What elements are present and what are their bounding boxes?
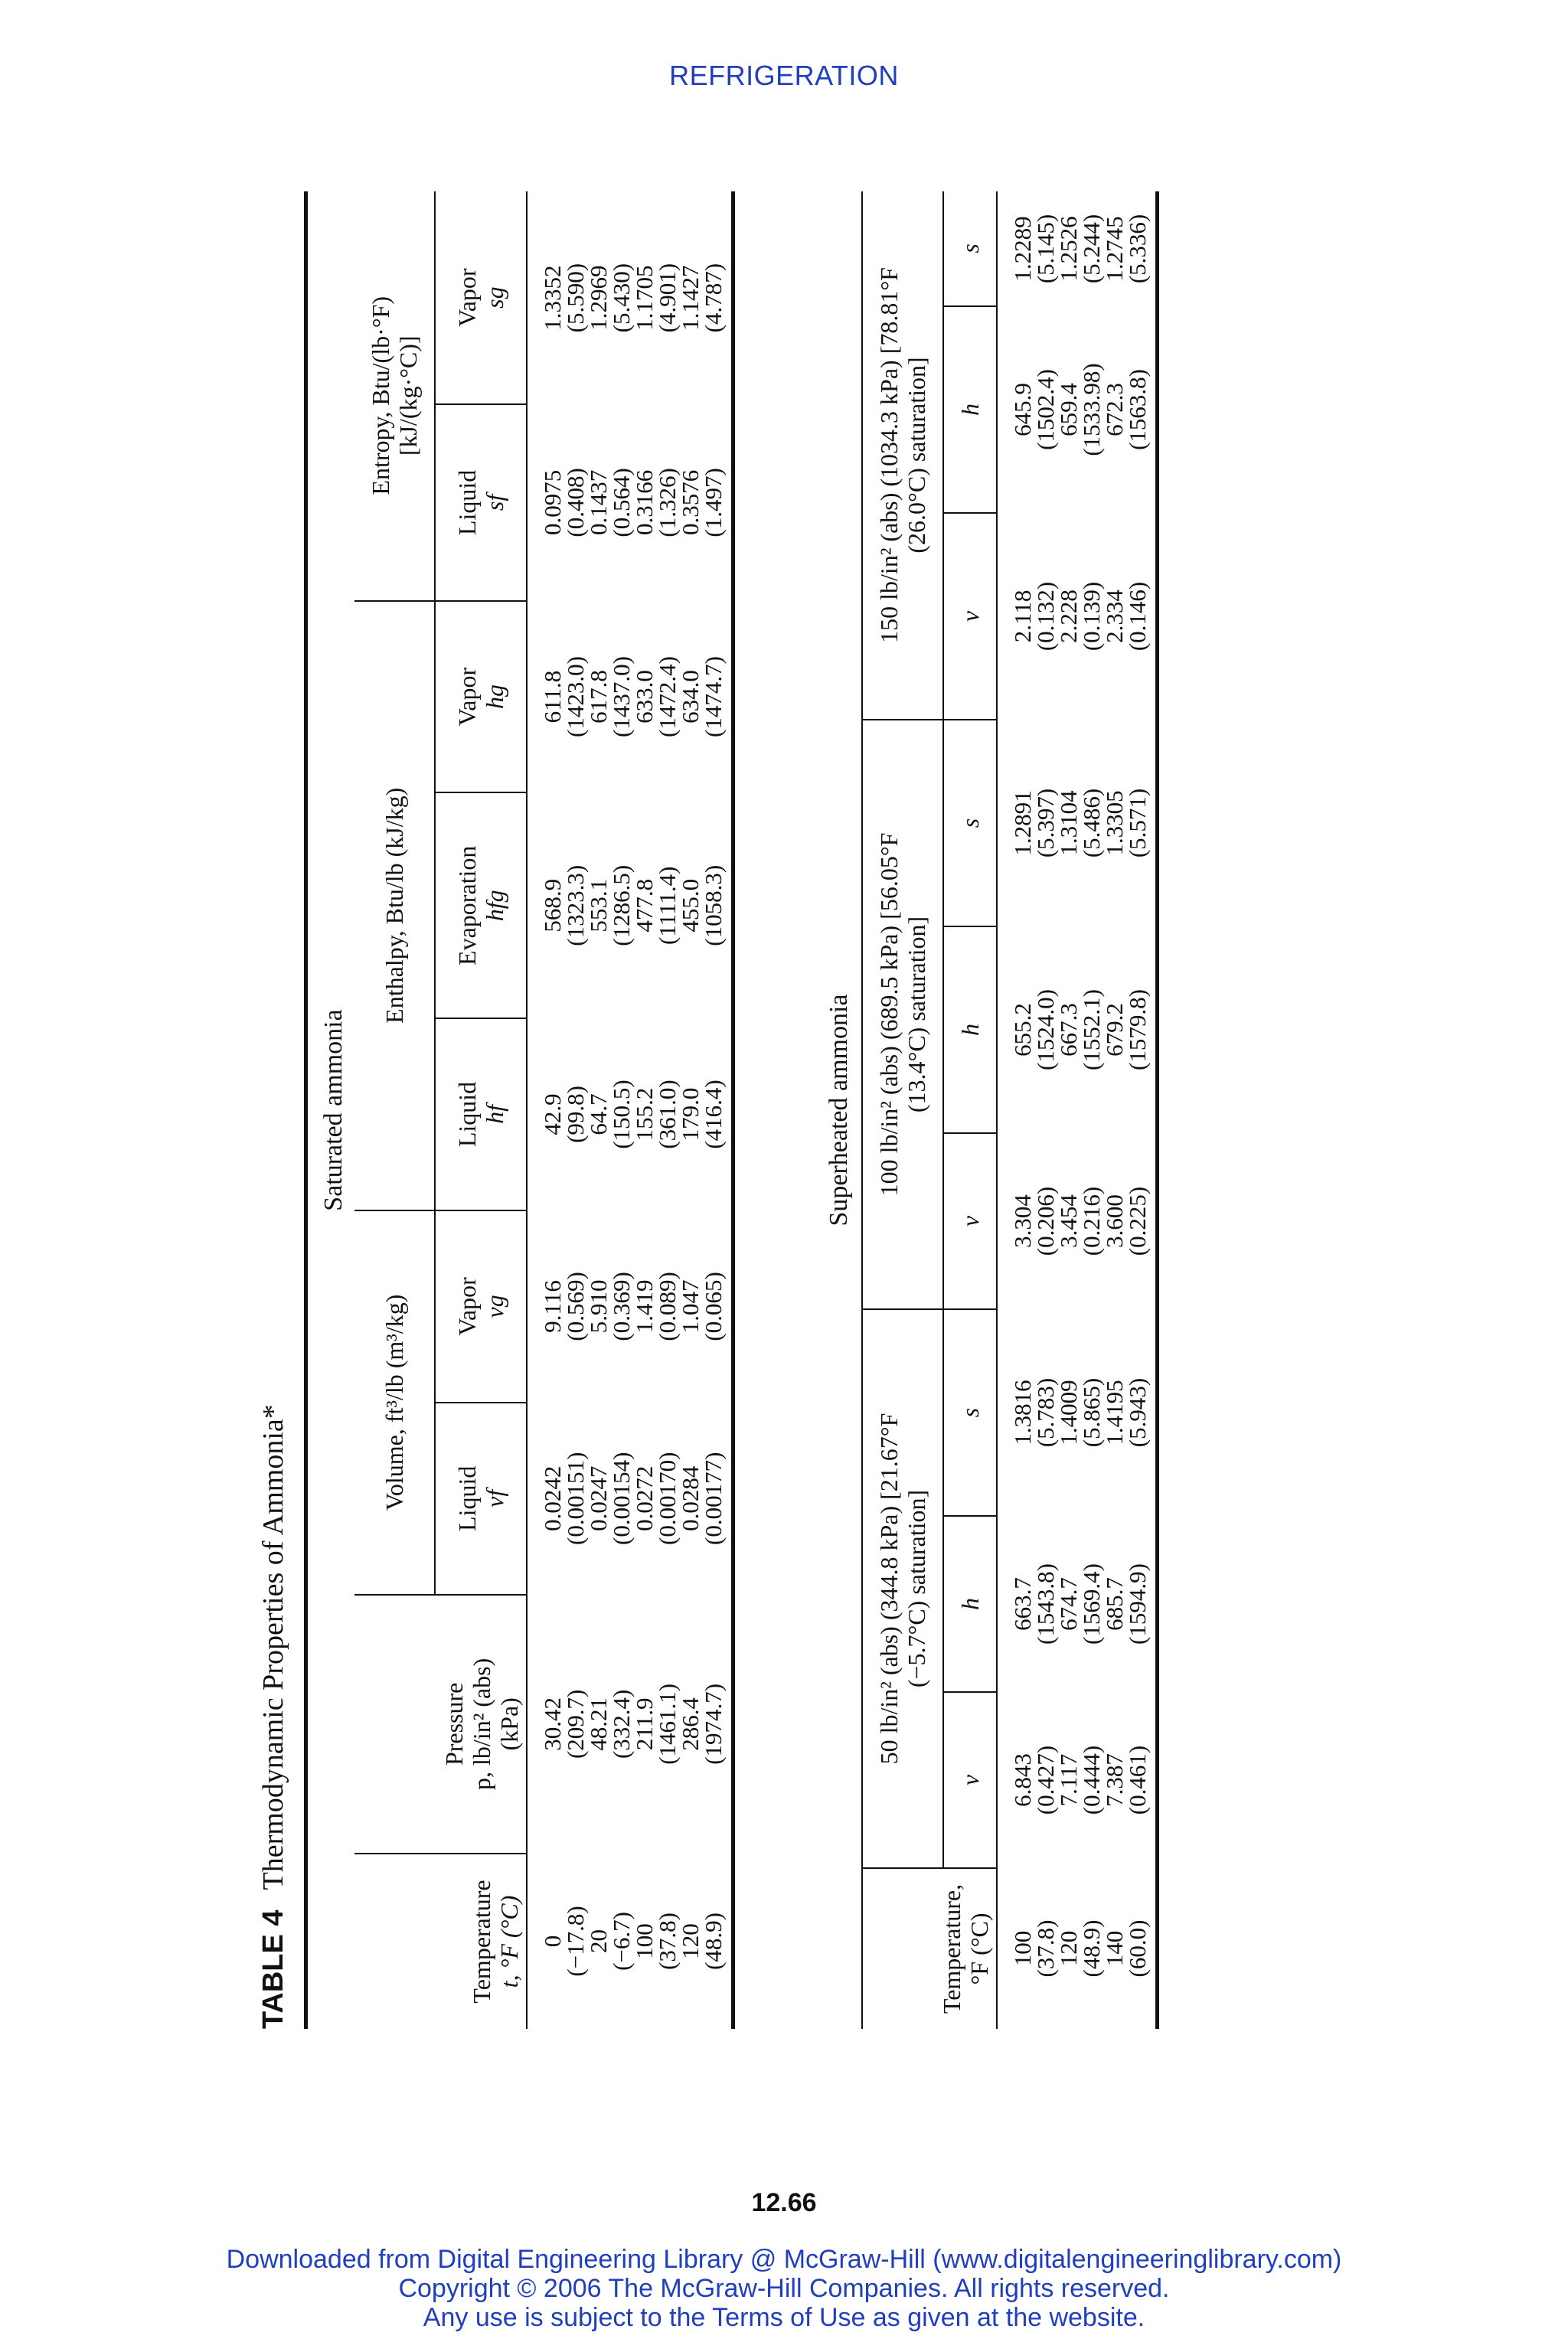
sh-cell-temperature: 100 (37.8) 120 (48.9) 140 (60.0) [1009,1919,1151,1978]
cell-temperature: 0 (−17.8) 20 (−6.7) 100 (37.8) 120 (48.9) [539,1906,727,1977]
sh150-col-v: v [943,513,997,720]
col-hg: Vapor hg [435,601,527,793]
sh100-cell-h: 655.2 (1524.0) 667.3 (1552.1) 679.2 (1579.8) [1009,989,1151,1070]
group-150psi: 150 lb/in² (abs) (1034.3 kPa) [78.81°F (26.0°C) saturation] [862,191,943,720]
saturated-title: Saturated ammonia [319,1009,348,1211]
footer-line-1: Downloaded from Digital Engineering Library @ McGraw-Hill (www.digitalengineeringlibrary.com) [226,2245,1342,2274]
table-title: Thermodynamic Properties of Ammonia* [257,1404,289,1890]
cell-pressure: 30.42 (209.7) 48.21 (332.4) 211.9 (1461.1) 286.4 (1974.7) [539,1683,727,1765]
cell-sf: 0.0975 (0.408) 0.1437 (0.564) 0.3166 (1.326) 0.3576 (1.497) [539,468,727,537]
cell-vf: 0.0242 (0.00151) 0.0247 (0.00154) 0.0272 (0.00170) 0.0284 (0.00177) [539,1452,727,1545]
superheated-title: Superheated ammonia [825,994,853,1227]
sh50-cell-v: 6.843 (0.427) 7.117 (0.444) 7.387 (0.461) [1009,1745,1151,1815]
sh50-col-h: h [943,1516,997,1692]
group-enthalpy: Enthalpy, Btu/lb (kJ/kg) [354,601,435,1210]
sh100-cell-s: 1.2891 (5.397) 1.3104 (5.486) 1.3305 (5.571) [1009,788,1151,858]
sh50-cell-s: 1.3816 (5.783) 1.4009 (5.865) 1.4195 (5.943) [1009,1377,1151,1448]
saturated-data-row [527,191,733,2029]
cell-hf: 42.9 (99.8) 64.7 (150.5) 155.2 (361.0) 179.0 (416.4) [539,1080,727,1149]
col-hf: Liquid hf [435,1018,527,1210]
sh50-col-s: s [943,1309,997,1516]
col-vf: Liquid vf [435,1403,527,1595]
sh100-cell-v: 3.304 (0.206) 3.454 (0.216) 3.600 (0.225) [1009,1186,1151,1256]
page-number: 12.66 [751,2188,817,2217]
sh150-col-s: s [943,191,997,306]
col-sg: Vapor sg [435,191,527,404]
group-volume: Volume, ft³/lb (m³/kg) [354,1210,435,1595]
cell-hfg: 568.9 (1323.3) 553.1 (1286.5) 477.8 (1111.4) 455.0 (1058.3) [539,864,727,946]
sh100-col-s: s [943,720,997,926]
cell-sg: 1.3352 (5.590) 1.2969 (5.430) 1.1705 (4.901) 1.1427 (4.787) [539,263,727,333]
col-vg: Vapor vg [435,1210,527,1403]
footer [0,2245,1568,2332]
cell-hg: 611.8 (1423.0) 617.8 (1437.0) 633.0 (1472.4) 634.0 (1474.7) [539,656,727,737]
sh50-col-v: v [943,1692,997,1868]
footer-line-3: Any use is subject to the Terms of Use as given at the website. [423,2303,1145,2332]
sh100-col-h: h [943,926,997,1133]
group-entropy: Entropy, Btu/(lb·°F) [kJ/(kg·°C)] [354,191,435,601]
group-100psi: 100 lb/in² (abs) (689.5 kPa) [56.05°F (13.4°C) saturation] [862,720,943,1309]
col-temperature: Temperature t, °F (°C) [354,1854,527,2029]
superheated-data-row [997,191,1158,2029]
footer-line-2: Copyright © 2006 The McGraw-Hill Companies. All rights reserved. [398,2274,1170,2303]
superheated-table [861,191,1159,2029]
running-header: REFRIGERATION [669,60,899,91]
sh50-cell-h: 663.7 (1543.8) 674.7 (1569.4) 685.7 (1594.9) [1009,1563,1151,1645]
sh150-cell-s: 1.2289 (5.145) 1.2526 (5.244) 1.2745 (5.336) [1009,214,1151,284]
sh100-col-v: v [943,1133,997,1309]
rotated-table-block [256,191,1252,2029]
sh150-col-h: h [943,306,997,513]
sh150-cell-h: 645.9 (1502.4) 659.4 (1533.98) 672.3 (1563.8) [1009,363,1151,456]
col-sf: Liquid sf [435,404,527,600]
table-caption [256,1404,290,2029]
cell-vg: 9.116 (0.569) 5.910 (0.369) 1.419 (0.089) 1.047 (0.065) [539,1272,727,1341]
sh-col-temperature: Temperature, °F (°C) [862,1868,997,2029]
sh150-cell-v: 2.118 (0.132) 2.228 (0.139) 2.334 (0.146) [1009,581,1151,652]
table-label: TABLE 4 [257,1909,289,2029]
saturated-table [354,191,735,2029]
top-rule [304,191,308,2029]
col-pressure: Pressure p, lb/in² (abs) (kPa) [354,1595,527,1854]
group-50psi: 50 lb/in² (abs) (344.8 kPa) [21.67°F (−5.7°C) saturation] [862,1309,943,1868]
col-hfg: Evaporation hfg [435,792,527,1018]
